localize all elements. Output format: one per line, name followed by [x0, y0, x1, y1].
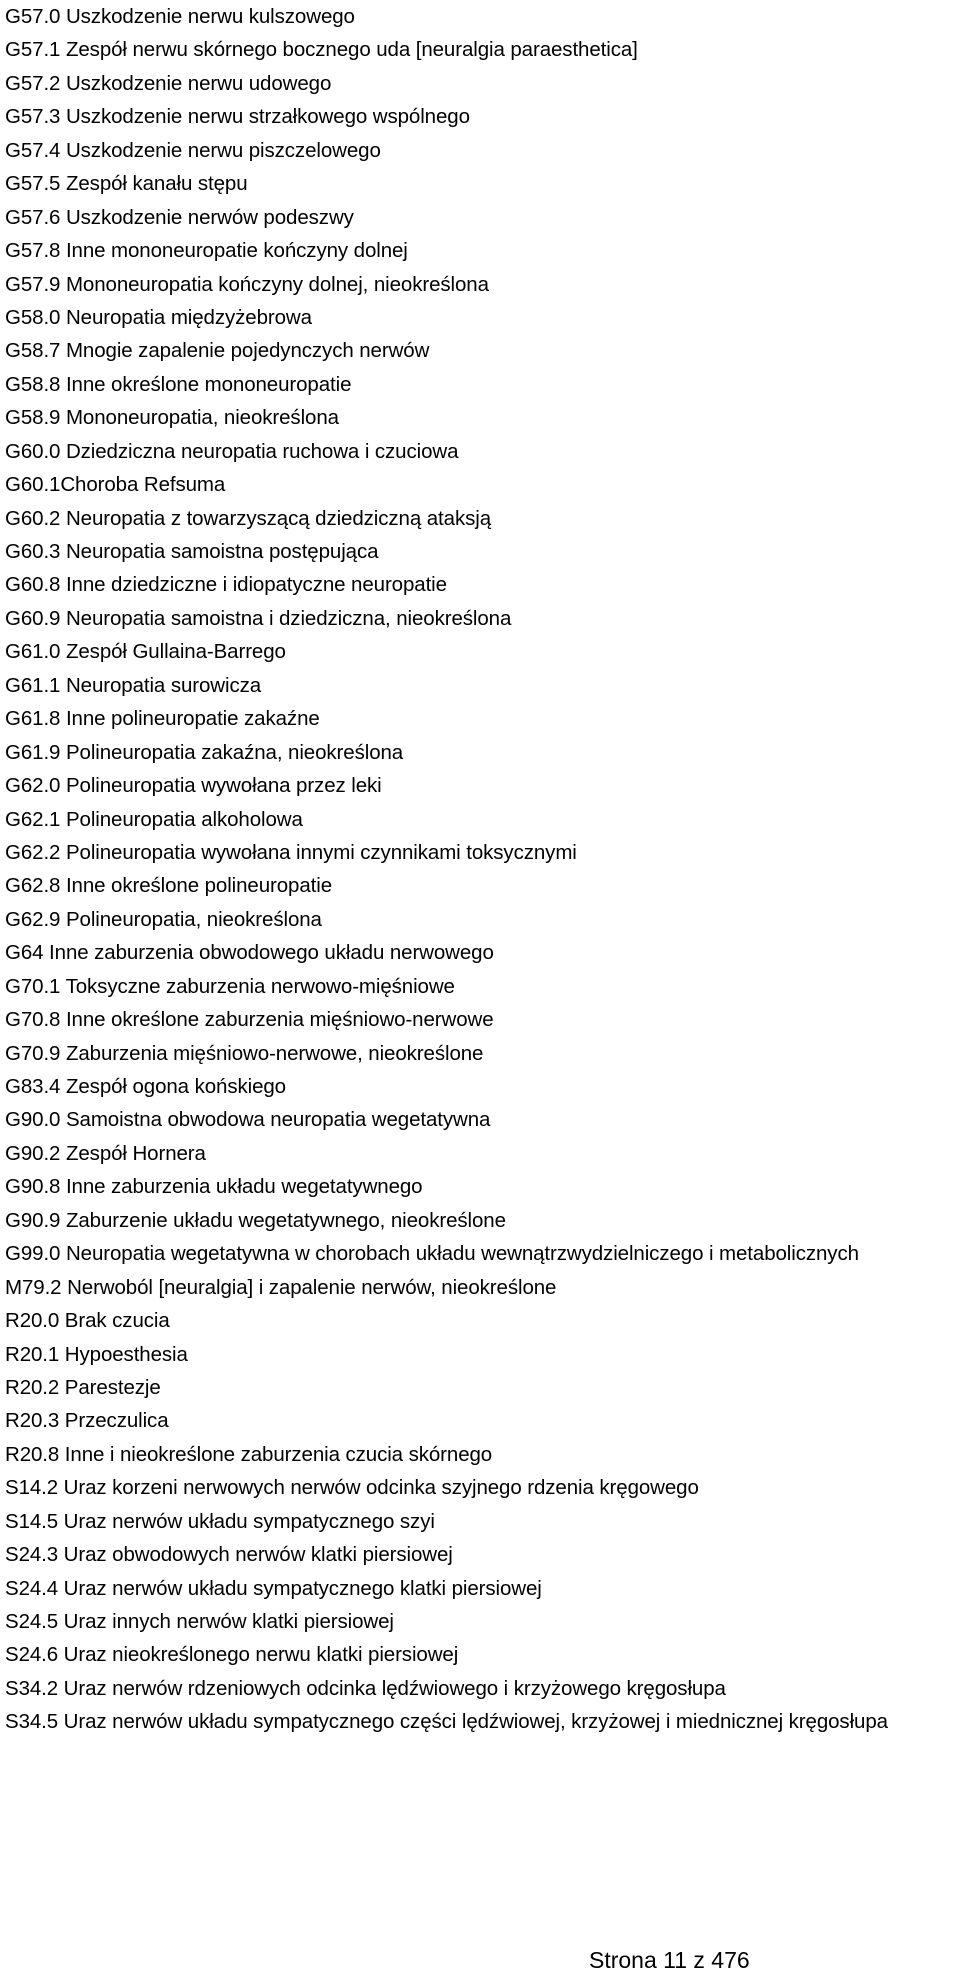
list-item: S24.4 Uraz nerwów układu sympatycznego klatki piersiowej: [5, 1576, 542, 1600]
list-item: G58.7 Mnogie zapalenie pojedynczych nerwów: [5, 339, 430, 363]
list-item: G57.8 Inne mononeuropatie kończyny dolnej: [5, 239, 408, 263]
list-item: G58.0 Neuropatia międzyżebrowa: [5, 305, 312, 329]
list-item: G62.9 Polineuropatia, nieokreślona: [5, 907, 322, 931]
list-item: G62.0 Polineuropatia wywołana przez leki: [5, 774, 382, 798]
list-item: G64 Inne zaburzenia obwodowego układu nerwowego: [5, 941, 494, 965]
list-item: G90.2 Zespół Hornera: [5, 1141, 206, 1165]
list-item: G60.9 Neuropatia samoistna i dziedziczna, nieokreślona: [5, 606, 512, 630]
list-item: G57.2 Uszkodzenie nerwu udowego: [5, 71, 332, 95]
list-item: R20.8 Inne i nieokreślone zaburzenia czucia skórnego: [5, 1442, 493, 1466]
list-item: G57.4 Uszkodzenie nerwu piszczelowego: [5, 138, 381, 162]
list-item: G60.3 Neuropatia samoistna postępująca: [5, 540, 379, 563]
list-item: G90.0 Samoistna obwodowa neuropatia wegetatywna: [5, 1108, 491, 1132]
list-item: G90.9 Zaburzenie układu wegetatywnego, nieokreślone: [5, 1208, 506, 1232]
list-item: S24.3 Uraz obwodowych nerwów klatki piersiowej: [5, 1543, 453, 1567]
list-item: M79.2 Nerwoból [neuralgia] i zapalenie nerwów, nieokreślone: [5, 1275, 557, 1299]
list-item: G99.0 Neuropatia wegetatywna w chorobach układu wewnątrzwydzielniczego i metabolicznych: [5, 1242, 859, 1266]
list-item: G58.8 Inne określone mononeuropatie: [5, 372, 352, 396]
list-item: G60.2 Neuropatia z towarzyszącą dziedziczną ataksją: [5, 506, 492, 530]
list-item: G61.0 Zespół Gullaina-Barrego: [5, 640, 286, 664]
list-item: G60.1Choroba Refsuma: [5, 473, 226, 497]
list-item: G57.5 Zespół kanału stępu: [5, 172, 248, 196]
list-item: R20.1 Hypoesthesia: [5, 1342, 188, 1366]
page-number: Strona 11 z 476: [589, 1947, 750, 1973]
list-item: G90.8 Inne zaburzenia układu wegetatywnego: [5, 1175, 423, 1199]
list-item: R20.2 Parestezje: [5, 1375, 161, 1399]
list-item: S34.5 Uraz nerwów układu sympatycznego części lędźwiowej, krzyżowej i miednicznej kręgosłupa: [5, 1710, 888, 1734]
list-item: G70.9 Zaburzenia mięśniowo-nerwowe, nieokreślone: [5, 1041, 484, 1065]
list-item: G57.6 Uszkodzenie nerwów podeszwy: [5, 205, 354, 229]
list-item: R20.3 Przeczulica: [5, 1409, 169, 1433]
list-item: G62.8 Inne określone polineuropatie: [5, 874, 333, 898]
list-item: S24.6 Uraz nieokreślonego nerwu klatki piersiowej: [5, 1643, 459, 1667]
list-item: G57.9 Mononeuropatia kończyny dolnej, nieokreślona: [5, 272, 489, 296]
list-item: R20.0 Brak czucia: [5, 1309, 170, 1333]
list-item: S14.5 Uraz nerwów układu sympatycznego szyi: [5, 1509, 435, 1533]
list-item: S24.5 Uraz innych nerwów klatki piersiowej: [5, 1610, 394, 1633]
list-item: G60.8 Inne dziedziczne i idiopatyczne neuropatie: [5, 573, 447, 597]
list-item: G60.0 Dziedziczna neuropatia ruchowa i czuciowa: [5, 439, 459, 463]
list-item: G57.3 Uszkodzenie nerwu strzałkowego wspólnego: [5, 105, 470, 129]
diagnosis-code-list: [5, 4, 888, 1743]
list-item: G83.4 Zespół ogona końskiego: [5, 1075, 286, 1098]
list-item: S14.2 Uraz korzeni nerwowych nerwów odcinka szyjnego rdzenia kręgowego: [5, 1476, 699, 1500]
list-item: G61.8 Inne polineuropatie zakaźne: [5, 707, 320, 731]
list-item: G57.0 Uszkodzenie nerwu kulszowego: [5, 5, 355, 28]
list-item: G70.8 Inne określone zaburzenia mięśniowo-nerwowe: [5, 1008, 494, 1032]
list-item: G61.9 Polineuropatia zakaźna, nieokreślona: [5, 740, 404, 764]
list-item: G57.1 Zespół nerwu skórnego bocznego uda [neuralgia paraesthetica]: [5, 38, 638, 62]
list-item: G62.2 Polineuropatia wywołana innymi czynnikami toksycznymi: [5, 840, 577, 864]
list-item: G58.9 Mononeuropatia, nieokreślona: [5, 406, 339, 430]
list-item: S34.2 Uraz nerwów rdzeniowych odcinka lędźwiowego i krzyżowego kręgosłupa: [5, 1676, 726, 1700]
list-item: G70.1 Toksyczne zaburzenia nerwowo-mięśniowe: [5, 974, 455, 998]
list-item: G62.1 Polineuropatia alkoholowa: [5, 807, 303, 831]
list-item: G61.1 Neuropatia surowicza: [5, 673, 262, 697]
